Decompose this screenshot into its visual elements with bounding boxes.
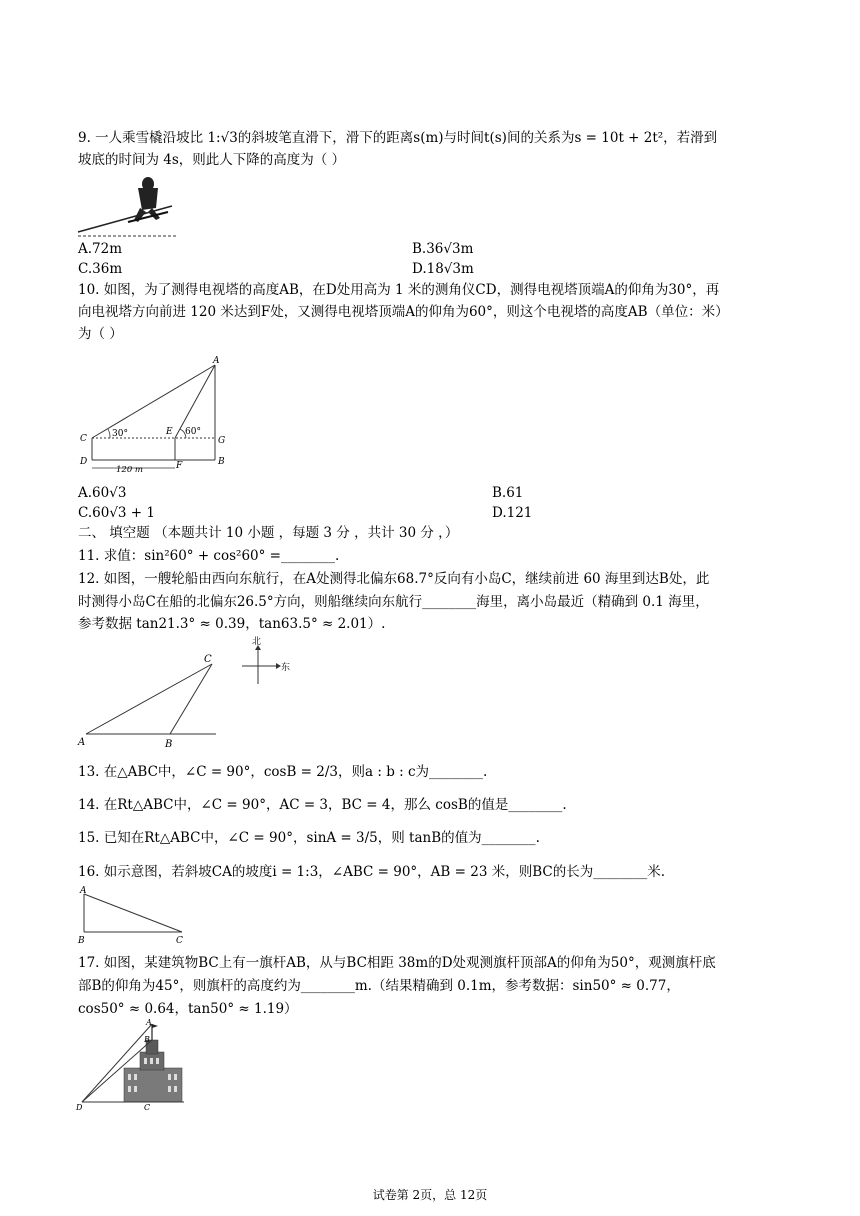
q17-line1: 17. 如图，某建筑物BC上有一旗杆AB，从与BC相距 38m的D处观测旗杆顶部A的仰角为50°，观测旗杆底 [78,955,716,971]
q9-line1: 9. 一人乘雪橇沿坡比 1:√3的斜坡笔直滑下，滑下的距离s(m)与时间t(s)间的关系为s = 10t + 2t²，若滑到 [78,130,718,146]
q10-option-a: A.60√3 [78,485,127,501]
fig16-label-c: C [176,936,183,946]
fig17-label-a: A [146,1018,152,1027]
q10-option-b: B.61 [492,485,524,501]
fig12-label-c: C [204,654,212,665]
fig16-label-b: B [78,936,85,946]
q9-line2: 坡底的时间为 4s，则此人下降的高度为（ ） [78,152,346,168]
fig10-label-g: G [218,436,226,446]
fig10-label-b: B [218,457,225,467]
q12-line2: 时测得小岛C在船的北偏东26.5°方向，则船继续向东航行________海里，离小岛最近（精确到 0.1 海里， [78,594,709,610]
q12-line1: 12. 如图，一艘轮船由西向东航行，在A处测得北偏东68.7°反向有小岛C，继续前进 60 海里到达B处，此 [78,571,710,587]
fig17-label-d: D [76,1103,83,1112]
q13-text: 13. 在△ABC中，∠C = 90°，cosB = 2/3，则a : b : c为________. [78,764,488,780]
fig10-label-d: D [80,457,88,467]
q17-line3: cos50° ≈ 0.64，tan50° ≈ 1.19） [78,1001,298,1017]
q10-option-c: C.60√3 + 1 [78,505,155,521]
q9-option-c: C.36m [78,261,123,277]
q17-line2: 部B的仰角为45°，则旗杆的高度约为________m.（结果精确到 0.1m，参考数据：sin50° ≈ 0.77， [78,978,680,994]
fig10-angle-30: 30° [112,429,128,439]
compass-east: 东 [281,663,291,673]
q15-text: 15. 已知在Rt△ABC中，∠C = 90°，sinA = 3/5，则 tanB的值为________. [78,830,540,846]
q9-option-b: B.36√3m [412,241,474,257]
q10-option-d: D.121 [492,505,533,521]
q10-line1: 10. 如图，为了测得电视塔的高度AB，在D处用高为 1 米的测角仪CD，测得电视塔顶端A的仰角为30°，再 [78,282,720,298]
section-heading: 二、 填空题 （本题共计 10 小题 ，每题 3 分 ，共计 30 分 ，） [78,525,459,541]
q14-text: 14. 在Rt△ABC中，∠C = 90°，AC = 3，BC = 4，那么 cosB的值是________. [78,797,567,813]
q9-option-a: A.72m [78,241,123,257]
fig10-label-a: A [213,356,220,366]
q17-figure [74,1016,194,1112]
compass-north: 北 [252,637,262,647]
q10-line3: 为（ ） [78,326,123,342]
fig10-label-f: F [176,461,183,471]
fig12-label-a: A [78,737,86,748]
q11-text: 11. 求值：sin²60° + cos²60° =________. [78,548,340,564]
q9-option-d: D.18√3m [412,261,474,277]
fig10-angle-60: 60° [185,427,201,437]
compass-icon [242,645,281,684]
q16-text: 16. 如示意图，若斜坡CA的坡度i = 1:3，∠ABC = 90°，AB = 23 米，则BC的长为________米. [78,864,665,880]
page-footer: 试卷第 2页，总 12页 [372,1188,488,1202]
q12-figure [74,636,294,752]
q12-line3: 参考数据 tan21.3° ≈ 0.39，tan63.5° ≈ 2.01）. [78,616,386,632]
fig10-label-c: C [80,434,87,444]
q16-figure [74,884,194,946]
skier-figure [76,174,186,240]
fig10-distance: 120 m [116,465,143,474]
q10-figure [74,352,234,474]
building-icon [124,1040,182,1102]
fig12-label-b: B [165,739,173,750]
fig17-label-b: B [144,1035,150,1044]
fig10-label-e: E [166,427,173,437]
fig16-label-a: A [80,886,87,896]
q10-line2: 向电视塔方向前进 120 米达到F处，又测得电视塔顶端A的仰角为60°，则这个电视塔的高度AB（单位：米） [78,304,729,320]
fig17-label-c: C [144,1103,151,1112]
